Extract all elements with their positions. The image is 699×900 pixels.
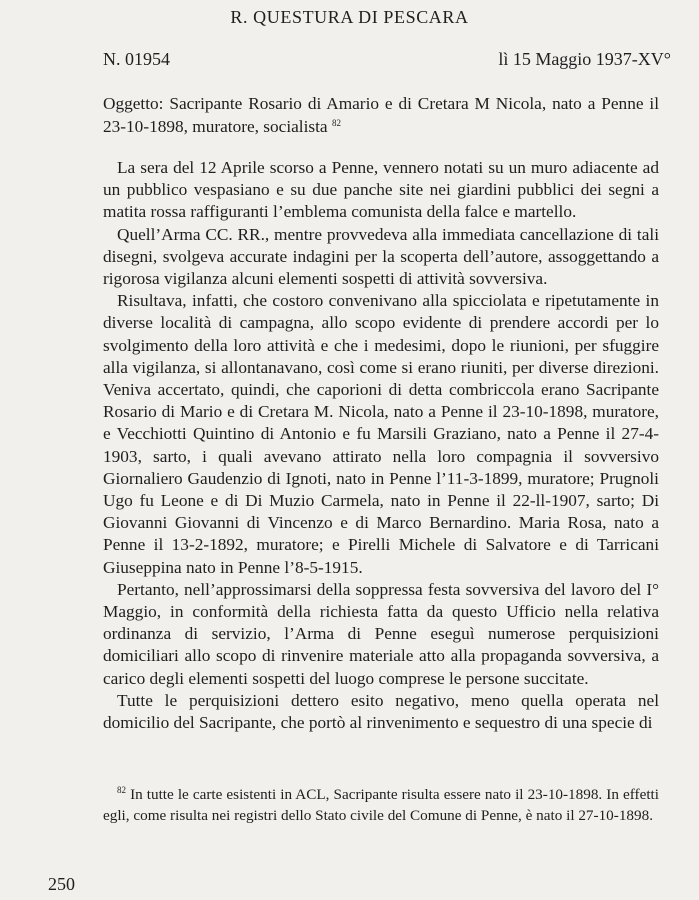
page-header: R. QUESTURA DI PESCARA	[230, 7, 469, 27]
footnote-text: In tutte le carte esistenti in ACL, Sacripante risulta essere nato il 23-10-1898. In effetti egli, come risulta nei registri dello Stato civile del Comune di Penne, è nato il 27-10-1898.	[103, 786, 659, 824]
document-date: lì 15 Maggio 1937-XV°	[498, 49, 671, 69]
subject-line	[103, 93, 659, 138]
footnote	[103, 785, 659, 826]
footnote-reference: 82	[331, 117, 341, 128]
body-paragraph: Tutte le perquisizioni dettero esito negativo, meno quella operata nel domicilio del Sacripante, che portò al rinvenimento e sequestro di una specie di	[103, 690, 659, 733]
page-number: 250	[48, 874, 75, 894]
body-paragraph: La sera del 12 Aprile scorso a Penne, vennero notati su un muro adiacente ad un pubblico vespasiano e su due panche site nei giardini pubblici dei segni a matita rossa raffiguranti l’emblema comunista della falce e martello.	[103, 158, 659, 222]
body-paragraph: Risultava, infatti, che costoro convenivano alla spicciolata e ripetutamente in diverse località di campagna, allo scopo evidente di prendere accordi per lo svolgimento della loro attività e che i medesimi, dopo le riunioni, per sfuggire alla vigilanza, si allontanavano, così come si erano riuniti, per diverse direzioni. Veniva accertato, quindi, che caporioni di detta combriccola erano Sacripante Rosario di Mario e di Cretara M. Nicola, nato a Penne il 23-10-1898, muratore, e Vecchiotti Quintino di Antonio e fu Marsili Graziano, nato a Penne il 27-4-1903, sarto, i quali avevano attirato nella loro compagnia il sovversivo Giornaliero Gaudenzio di Ignoti, nato in Penne l’11-3-1899, muratore; Prugnoli Ugo fu Leone e di Di Muzio Carmela, nato in Penne il 22-ll-1907, sarto; Di Giovanni Giovanni di Vincenzo e di Marco Bernardino. Maria Rosa, nato a Penne il 13-2-1892, muratore; e Pirelli Michele di Salvatore e di Tarricani Giuseppina nato in Penne l’8-5-1915.	[103, 291, 659, 577]
body-paragraph: Quell’Arma CC. RR., mentre provvedeva alla immediata cancellazione di tali disegni, svolgeva accurate indagini per la scoperta dell’autore, assoggettando a rigorosa vigilanza alcuni elementi sospetti di attività sovversiva.	[103, 224, 659, 289]
body-paragraph: Pertanto, nell’approssimarsi della soppressa festa sovversiva del lavoro del I° Maggio, in conformità della richiesta fatta da questo Ufficio nella relativa ordinanza di servizio, l’Arma di Penne eseguì numerose perquisizioni domiciliari allo scopo di rinvenire materiale atto alla propaganda sovversiva, a carico degli elementi sospetti del luogo comprese le persone succitate.	[103, 579, 659, 688]
protocol-number: N. 01954	[103, 49, 170, 69]
letter-body	[103, 157, 659, 734]
subject-text: Oggetto: Sacripante Rosario di Amario e di Cretara M Nicola, nato a Penne il 23-10-1898, muratore, socialista	[103, 94, 659, 136]
footnote-number: 82	[117, 785, 126, 795]
